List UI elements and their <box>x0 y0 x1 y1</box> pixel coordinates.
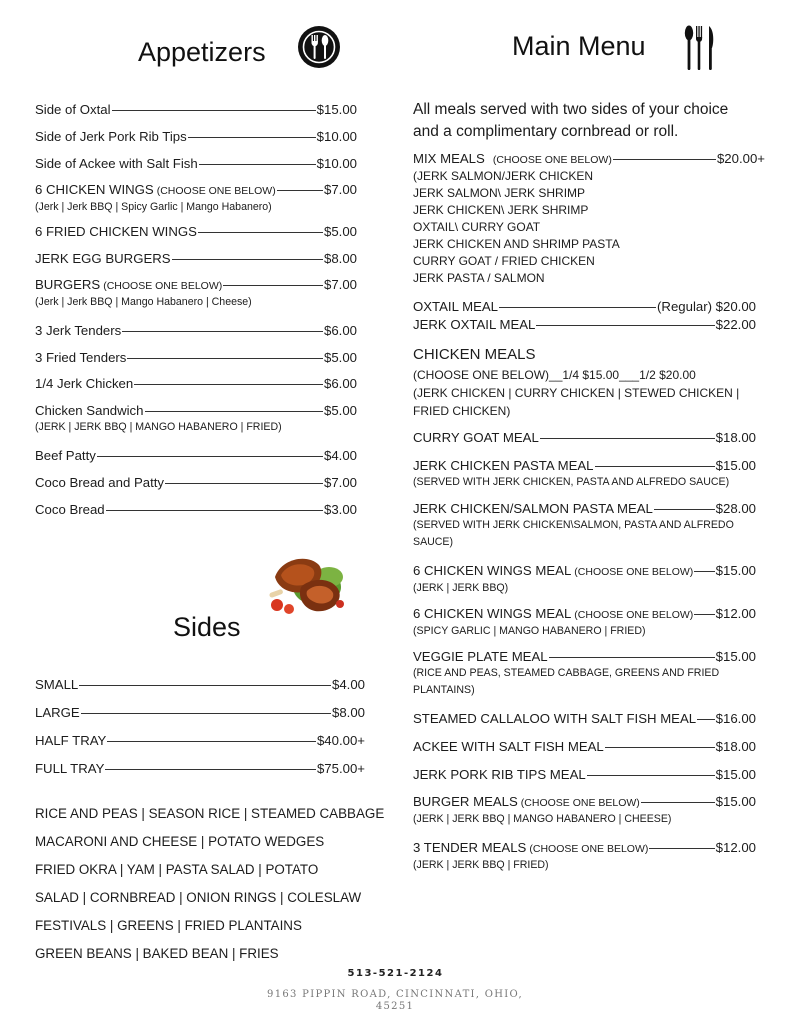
item-price: $6.00 <box>323 323 357 338</box>
item-price: $75.00+ <box>316 761 365 776</box>
menu-item <box>35 448 380 464</box>
plate-fork-spoon-icon <box>297 25 341 74</box>
menu-item <box>35 502 380 518</box>
menu-item-line <box>413 501 756 517</box>
item-name: MIX MEALS <box>413 151 485 166</box>
menu-item <box>413 739 765 755</box>
item-note: (CHOOSE ONE BELOW) <box>529 843 649 855</box>
item-name: Coco Bread and Patty <box>35 475 165 490</box>
item-name: JERK CHICKEN/SALMON PASTA MEAL <box>413 501 653 516</box>
item-price: $4.00 <box>323 448 357 463</box>
dotted-leader <box>172 259 323 260</box>
item-price: $12.00 <box>715 840 756 855</box>
menu-item-line <box>35 182 357 199</box>
item-price: $15.00 <box>715 563 756 578</box>
item-price: $15.00 <box>715 458 756 473</box>
item-name: 3 TENDER MEALS <box>413 840 527 855</box>
chicken-meals-options: FRIED CHICKEN) <box>413 404 511 418</box>
menu-item <box>413 606 765 640</box>
item-description: (JERK | JERK BBQ | MANGO HABANERO | FRIED) <box>35 421 282 433</box>
item-name: 6 FRIED CHICKEN WINGS <box>35 224 197 239</box>
menu-item-line <box>35 156 357 172</box>
menu-item <box>35 156 380 172</box>
item-name: CURRY GOAT MEAL <box>413 430 539 445</box>
dotted-leader <box>694 614 714 615</box>
dotted-leader <box>106 510 323 511</box>
dotted-leader <box>165 483 323 484</box>
menu-item-line <box>35 376 357 392</box>
oxtail-meal-item <box>413 299 765 315</box>
chicken-meals-details <box>413 366 739 420</box>
dotted-leader <box>134 384 323 385</box>
menu-item <box>35 475 380 491</box>
item-price: $8.00 <box>323 251 357 266</box>
item-price: $5.00 <box>323 224 357 239</box>
dotted-leader <box>127 358 323 359</box>
item-description: (JERK | JERK BBQ) <box>413 582 509 594</box>
item-price: $12.00 <box>715 606 756 621</box>
item-price: $22.00 <box>715 317 756 332</box>
sides-options-line: RICE AND PEAS | SEASON RICE | STEAMED CABBAGE <box>35 806 385 821</box>
item-name: JERK PORK RIB TIPS MEAL <box>413 767 586 782</box>
item-name: Side of Jerk Pork Rib Tips <box>35 129 187 144</box>
knife-fork-spoon-icon <box>681 24 721 77</box>
menu-item-line <box>35 102 357 118</box>
appetizers-title: Appetizers <box>138 37 266 67</box>
dotted-leader <box>536 325 714 326</box>
item-name: ACKEE WITH SALT FISH MEAL <box>413 739 604 754</box>
menu-item <box>413 794 765 828</box>
item-price: $4.00 <box>331 677 365 692</box>
item-name: 3 Jerk Tenders <box>35 323 122 338</box>
item-description: (RICE AND PEAS, STEAMED CABBAGE, GREENS AND FRIED PLANTAINS) <box>413 667 720 696</box>
menu-item-line <box>35 475 357 491</box>
dotted-leader <box>97 456 323 457</box>
dotted-leader <box>198 232 323 233</box>
menu-item-line <box>413 649 756 665</box>
item-name: FULL TRAY <box>35 761 105 776</box>
item-description: (SERVED WITH JERK CHICKEN\SALMON, PASTA AND ALFREDO SAUCE) <box>413 519 734 548</box>
item-price: $28.00 <box>715 501 756 516</box>
dotted-leader <box>613 159 716 160</box>
item-price: $15.00 <box>715 767 756 782</box>
item-name: Beef Patty <box>35 448 96 463</box>
item-price: $3.00 <box>323 502 357 517</box>
item-name: Side of Ackee with Salt Fish <box>35 156 198 171</box>
item-name: 6 CHICKEN WINGS <box>35 182 154 197</box>
menu-item <box>413 501 765 551</box>
menu-item <box>35 705 380 721</box>
menu-item-line <box>35 705 365 721</box>
menu-item-line <box>35 129 357 145</box>
item-price: $5.00 <box>323 403 357 418</box>
item-name: BURGERS <box>35 277 101 292</box>
menu-item-line <box>413 430 756 446</box>
item-price: $40.00+ <box>316 733 365 748</box>
item-description: (SERVED WITH JERK CHICKEN, PASTA AND ALFREDO SAUCE) <box>413 476 730 488</box>
item-note: (CHOOSE ONE BELOW) <box>520 797 640 809</box>
menu-item-line <box>35 677 365 693</box>
menu-item-line <box>413 840 756 857</box>
item-description: (JERK | JERK BBQ | FRIED) <box>413 859 549 871</box>
menu-item-line <box>413 739 756 755</box>
item-price: $10.00 <box>316 129 357 144</box>
item-name: HALF TRAY <box>35 733 107 748</box>
item-price: $5.00 <box>323 350 357 365</box>
menu-item-line <box>35 448 357 464</box>
menu-item-line <box>413 606 756 623</box>
item-note: (CHOOSE ONE BELOW) <box>156 185 276 197</box>
menu-item <box>35 350 380 366</box>
dotted-leader <box>112 110 316 111</box>
meals-intro <box>413 99 773 143</box>
menu-item <box>35 277 380 311</box>
item-price: $18.00 <box>715 739 756 754</box>
menu-item-line <box>35 502 357 518</box>
jerk-oxtail-meal-item <box>413 317 765 333</box>
mix-meal-option: JERK SALMON\ JERK SHRIMP <box>413 186 586 200</box>
sides-options-line: FRIED OKRA | YAM | PASTA SALAD | POTATO <box>35 862 319 877</box>
menu-item-line <box>35 277 357 294</box>
mix-meal-option: JERK CHICKEN AND SHRIMP PASTA <box>413 237 620 251</box>
menu-item <box>35 376 380 392</box>
item-name: JERK OXTAIL MEAL <box>413 317 536 332</box>
sides-options <box>35 800 395 968</box>
item-name: Side of Oxtal <box>35 102 111 117</box>
dotted-leader <box>199 164 316 165</box>
item-price: $7.00 <box>323 475 357 490</box>
dotted-leader <box>540 438 715 439</box>
dotted-leader <box>81 713 331 714</box>
dotted-leader <box>277 190 323 191</box>
address: 9163 PIPPIN ROAD, CINCINNATI, OHIO, 45251 <box>267 989 523 1012</box>
item-name: VEGGIE PLATE MEAL <box>413 649 548 664</box>
item-price: $7.00 <box>323 182 357 197</box>
dotted-leader <box>79 685 331 686</box>
item-description: (JERK | JERK BBQ | MANGO HABANERO | CHEESE) <box>413 813 672 825</box>
item-note: (CHOOSE ONE BELOW) <box>574 566 694 578</box>
mix-meals-item <box>413 151 765 168</box>
dotted-leader <box>641 802 715 803</box>
menu-item-line <box>35 350 357 366</box>
item-price: $15.00 <box>316 102 357 117</box>
menu-item <box>413 767 765 783</box>
intro-line: All meals served with two sides of your choice <box>413 101 729 118</box>
dotted-leader <box>694 571 714 572</box>
sides-options-line: SALAD | CORNBREAD | ONION RINGS | COLESLAW <box>35 890 362 905</box>
dotted-leader <box>107 741 316 742</box>
dotted-leader <box>595 466 715 467</box>
item-name: 6 CHICKEN WINGS MEAL <box>413 563 572 578</box>
menu-item <box>413 840 765 874</box>
dotted-leader <box>145 411 323 412</box>
item-price: (Regular) $20.00 <box>657 299 756 314</box>
item-name: BURGER MEALS <box>413 794 518 809</box>
item-price: $16.00 <box>715 711 756 726</box>
chicken-meals-options: (JERK CHICKEN | CURRY CHICKEN | STEWED CHICKEN | <box>413 386 740 400</box>
item-description: (SPICY GARLIC | MANGO HABANERO | FRIED) <box>413 625 646 637</box>
item-note: (CHOOSE ONE BELOW) <box>574 609 694 621</box>
chicken-meals-title: CHICKEN MEALS <box>413 346 536 363</box>
item-price: $20.00+ <box>716 151 765 166</box>
menu-item-line <box>35 761 365 777</box>
item-note: (CHOOSE ONE BELOW) <box>103 280 223 292</box>
item-price: $6.00 <box>323 376 357 391</box>
item-name: OXTAIL MEAL <box>413 299 499 314</box>
item-price: $15.00 <box>715 794 756 809</box>
item-name: STEAMED CALLALOO WITH SALT FISH MEAL <box>413 711 697 726</box>
item-name: LARGE <box>35 705 80 720</box>
menu-item <box>35 733 380 749</box>
dotted-leader <box>697 719 715 720</box>
menu-item-line <box>35 251 357 267</box>
sides-options-line: FESTIVALS | GREENS | FRIED PLANTAINS <box>35 918 302 933</box>
item-name: SMALL <box>35 677 79 692</box>
item-price: $8.00 <box>331 705 365 720</box>
item-description: (Jerk | Jerk BBQ | Mango Habanero | Cheese) <box>35 296 252 308</box>
menu-item <box>35 677 380 693</box>
menu-item-line <box>35 733 365 749</box>
item-name: Chicken Sandwich <box>35 403 144 418</box>
menu-item-line <box>413 563 756 580</box>
item-name: JERK CHICKEN PASTA MEAL <box>413 458 594 473</box>
menu-item-line <box>413 711 756 727</box>
menu-item-line <box>413 767 756 783</box>
menu-item-line <box>413 794 756 811</box>
menu-item <box>413 711 765 727</box>
dotted-leader <box>654 509 715 510</box>
item-name: 1/4 Jerk Chicken <box>35 376 134 391</box>
menu-item <box>35 323 380 339</box>
menu-item <box>35 129 380 145</box>
menu-item <box>413 563 765 597</box>
menu-item <box>35 102 380 118</box>
menu-item-line <box>413 458 756 474</box>
mix-meals-options <box>413 168 620 287</box>
dotted-leader <box>499 307 656 308</box>
dotted-leader <box>105 769 316 770</box>
intro-line: and a complimentary cornbread or roll. <box>413 123 679 140</box>
sides-options-line: GREEN BEANS | BAKED BEAN | FRIES <box>35 946 279 961</box>
menu-item <box>35 224 380 240</box>
dotted-leader <box>223 285 323 286</box>
mix-meal-option: CURRY GOAT / FRIED CHICKEN <box>413 254 595 268</box>
dotted-leader <box>605 747 715 748</box>
item-name: Coco Bread <box>35 502 105 517</box>
dotted-leader <box>587 775 715 776</box>
item-note: (CHOOSE ONE BELOW) <box>492 154 612 166</box>
menu-item-line <box>35 403 357 419</box>
mix-meal-option: JERK CHICKEN\ JERK SHRIMP <box>413 203 589 217</box>
item-price: $15.00 <box>715 649 756 664</box>
menu-item-line <box>35 323 357 339</box>
phone-number: 513-521-2124 <box>347 968 444 979</box>
item-price: $7.00 <box>323 277 357 292</box>
item-name: 3 Fried Tenders <box>35 350 127 365</box>
menu-item <box>413 649 765 699</box>
sides-options-line: MACARONI AND CHEESE | POTATO WEDGES <box>35 834 325 849</box>
dotted-leader <box>649 848 714 849</box>
item-name: JERK EGG BURGERS <box>35 251 171 266</box>
menu-item-line <box>35 224 357 240</box>
menu-item <box>413 458 765 491</box>
main-menu-title: Main Menu <box>512 31 646 61</box>
menu-item <box>35 761 380 777</box>
sides-title: Sides <box>173 612 241 642</box>
menu-item <box>35 182 380 216</box>
chicken-meals-price-line: (CHOOSE ONE BELOW)__1/4 $15.00___1/2 $20.00 <box>413 368 696 382</box>
roasted-chicken-legs-photo <box>267 547 349 619</box>
item-price: $18.00 <box>715 430 756 445</box>
item-price: $10.00 <box>316 156 357 171</box>
dotted-leader <box>549 657 715 658</box>
mix-meal-option: JERK PASTA / SALMON <box>413 271 545 285</box>
menu-item <box>35 251 380 267</box>
menu-item <box>413 430 765 446</box>
mix-meal-option: OXTAIL\ CURRY GOAT <box>413 220 541 234</box>
mix-meal-option: (JERK SALMON/JERK CHICKEN <box>413 169 594 183</box>
item-description: (Jerk | Jerk BBQ | Spicy Garlic | Mango Habanero) <box>35 201 272 213</box>
item-name: 6 CHICKEN WINGS MEAL <box>413 606 572 621</box>
dotted-leader <box>122 331 323 332</box>
menu-item <box>35 403 380 436</box>
dotted-leader <box>188 137 316 138</box>
